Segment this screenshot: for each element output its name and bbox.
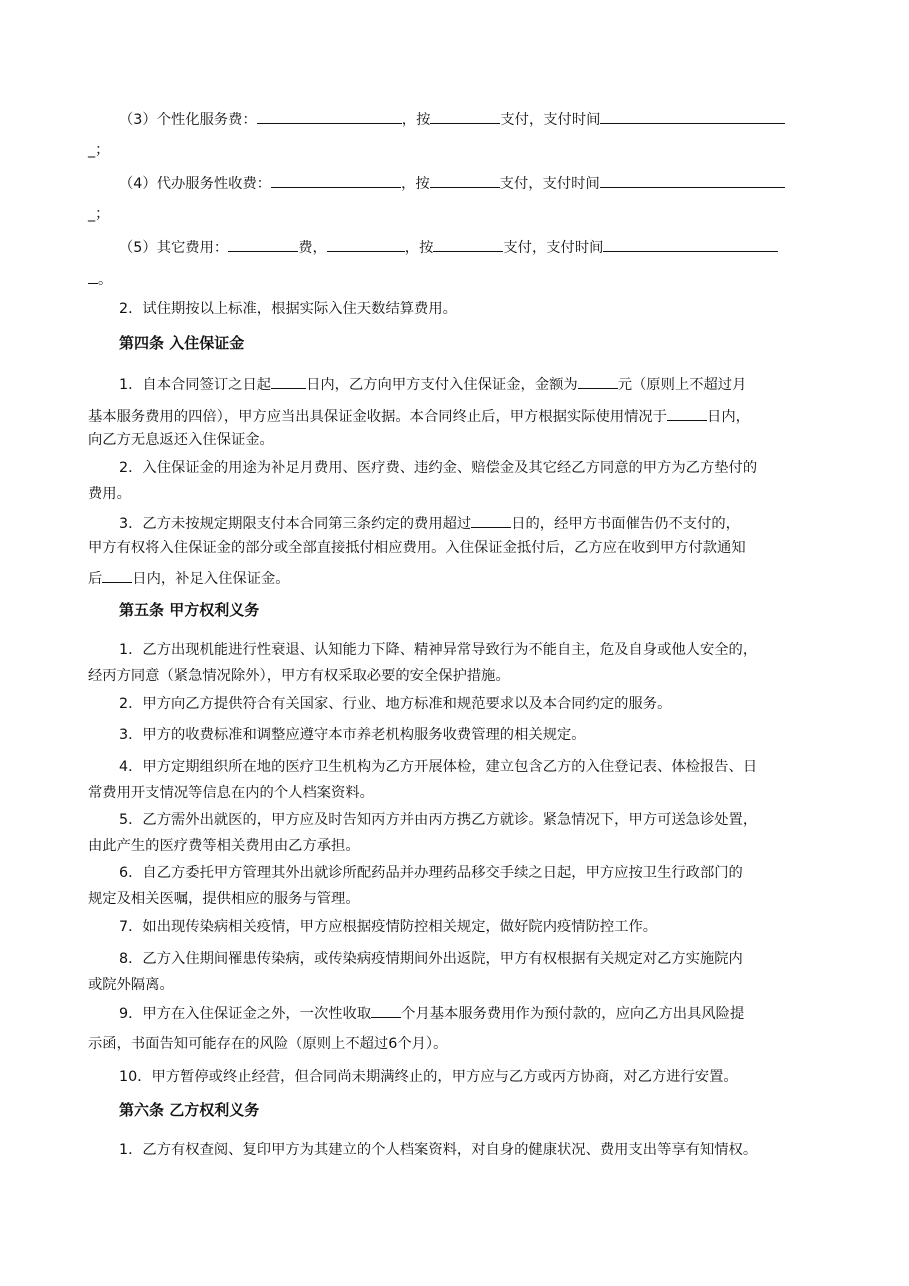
paragraph: [119, 694, 828, 714]
text: 1．自本合同签订之日起: [119, 377, 272, 393]
text: 经丙方同意（紧急情况除外），甲方有权采取必要的安全保护措施。: [88, 668, 510, 684]
text: 。: [98, 272, 113, 288]
text: 3．乙方未按规定期限支付本合同第三条约定的费用超过: [119, 516, 472, 532]
blank-field[interactable]: [430, 108, 500, 124]
text: 规定及相关医嘱，提供相应的服务与管理。: [88, 891, 360, 907]
paragraph: [119, 1140, 828, 1160]
text: 示函，书面告知可能存在的风险（原则上不超过6个月）。: [88, 1036, 448, 1052]
paragraph: [119, 512, 828, 534]
paragraph-cont: [88, 405, 828, 427]
paragraph: [119, 757, 828, 777]
text: 2．甲方向乙方提供符合有关国家、行业、地方标准和规范要求以及本合同约定的服务。: [119, 696, 672, 712]
text: 向乙方无息返还入住保证金。: [88, 432, 274, 448]
fee-item-3-cont: [88, 140, 828, 160]
text: 支付，支付时间: [500, 112, 601, 128]
blank-field[interactable]: [371, 1002, 401, 1018]
blank-field[interactable]: [578, 373, 618, 389]
text: 或院外隔离。: [88, 977, 174, 993]
paragraph-cont: [88, 484, 828, 504]
paragraph: [119, 458, 828, 478]
fee-item-label: （4）代办服务性收费：: [119, 176, 272, 192]
paragraph: [119, 863, 828, 883]
fee-item-label: （3）个性化服务费：: [119, 112, 257, 128]
paragraph-cont: [88, 975, 828, 995]
blank-field[interactable]: [433, 236, 503, 252]
text: 日内，: [707, 409, 750, 425]
paragraph-cont: [88, 567, 828, 589]
section-heading: 第六条 乙方权利义务: [119, 1101, 260, 1119]
text: 4．甲方定期组织所在地的医疗卫生机构为乙方开展体检，建立包含乙方的入住登记表、体检报告、日: [119, 759, 758, 775]
text: 7．如出现传染病相关疫情，甲方应根据疫情防控相关规定，做好院内疫情防控工作。: [119, 919, 658, 935]
text: 日的，经甲方书面催告仍不支付的，: [511, 516, 740, 532]
text: 日内，乙方向甲方支付入住保证金，金额为: [306, 377, 578, 393]
text: 费，: [298, 240, 327, 256]
paragraph: [119, 640, 828, 660]
text: 1．乙方有权查阅、复印甲方为其建立的个人档案资料，对自身的健康状况、费用支出等享有知情权。: [119, 1142, 758, 1158]
paragraph-cont: [88, 836, 828, 856]
blank-field[interactable]: [271, 172, 401, 188]
paragraph: [119, 1002, 828, 1024]
text: 9．甲方在入住保证金之外，一次性收取: [119, 1006, 372, 1022]
text: 后: [88, 571, 103, 587]
text: _；: [88, 142, 110, 158]
text: 元（原则上不超过月: [617, 377, 747, 393]
blank-field[interactable]: [603, 236, 778, 252]
text: 日内，补足入住保证金。: [132, 571, 290, 587]
text: 2．入住保证金的用途为补足月费用、医疗费、违约金、赔偿金及其它经乙方同意的甲方为乙方垫付的: [119, 460, 758, 476]
text: 3．甲方的收费标准和调整应遵守本市养老机构服务收费管理的相关规定。: [119, 727, 586, 743]
paragraph-cont: [88, 430, 828, 450]
blank-field[interactable]: [600, 108, 785, 124]
paragraph: [119, 949, 828, 969]
paragraph: [119, 1067, 828, 1087]
paragraph: [119, 810, 828, 830]
blank-field[interactable]: [430, 172, 500, 188]
fee-item-5-cont: [88, 268, 828, 290]
text: 甲方有权将入住保证金的部分或全部直接抵付相应费用。入住保证金抵付后，乙方应在收到甲方付款通知: [88, 540, 746, 556]
text: _；: [88, 206, 110, 222]
text: 2．试住期按以上标准，根据实际入住天数结算费用。: [119, 301, 457, 317]
text: ，按: [401, 112, 431, 128]
blank-field[interactable]: [102, 567, 132, 583]
text: 个月基本服务费用作为预付款的，应向乙方出具风险提: [401, 1006, 745, 1022]
blank-field[interactable]: [257, 108, 402, 124]
text: 常费用开支情况等信息在内的个人档案资料。: [88, 785, 374, 801]
paragraph-cont: [88, 783, 828, 803]
text: 6．自乙方委托甲方管理其外出就诊所配药品并办理药品移交手续之日起，甲方应按卫生行政部门的: [119, 865, 743, 881]
fee-item-label: （5）其它费用：: [119, 240, 229, 256]
fee-item-4-cont: [88, 204, 828, 224]
text: 10．甲方暂停或终止经营，但合同尚未期满终止的，甲方应与乙方或丙方协商，对乙方进行安置。: [119, 1069, 738, 1085]
text: 由此产生的医疗费等相关费用由乙方承担。: [88, 838, 360, 854]
fee-item-5: [119, 236, 828, 258]
text: 支付，支付时间: [499, 176, 600, 192]
text: ，按: [401, 176, 430, 192]
fee-item-3: [119, 108, 828, 130]
paragraph-cont: [88, 1034, 828, 1054]
paragraph: [119, 299, 828, 319]
blank-field[interactable]: [471, 512, 511, 528]
blank-field[interactable]: [228, 236, 298, 252]
text: 8．乙方入住期间罹患传染病，或传染病疫情期间外出返院，甲方有权根据有关规定对乙方实施院内: [119, 951, 743, 967]
blank-field[interactable]: [667, 405, 707, 421]
section-heading: 第四条 入住保证金: [119, 334, 245, 352]
paragraph-cont: [88, 889, 828, 909]
text: 5．乙方需外出就医的，甲方应及时告知丙方并由丙方携乙方就诊。紧急情况下，甲方可送急诊处置，: [119, 812, 758, 828]
paragraph-cont: [88, 666, 828, 686]
blank-field[interactable]: [600, 172, 785, 188]
blank-field[interactable]: [271, 373, 306, 389]
fee-item-4: [119, 172, 828, 194]
section-heading: 第五条 甲方权利义务: [119, 601, 260, 619]
paragraph: [119, 373, 828, 395]
text: 支付，支付时间: [503, 240, 604, 256]
text: 基本服务费用的四倍），甲方应当出具保证金收据。本合同终止后，甲方根据实际使用情况于: [88, 409, 668, 425]
blank-field[interactable]: [327, 236, 405, 252]
blank-field[interactable]: [88, 268, 98, 284]
text: ，按: [404, 240, 434, 256]
paragraph: [119, 917, 828, 937]
paragraph-cont: [88, 538, 828, 558]
paragraph: [119, 725, 828, 745]
text: 1．乙方出现机能进行性衰退、认知能力下降、精神异常导致行为不能自主，危及自身或他人安全的，: [119, 642, 758, 658]
text: 费用。: [88, 486, 131, 502]
